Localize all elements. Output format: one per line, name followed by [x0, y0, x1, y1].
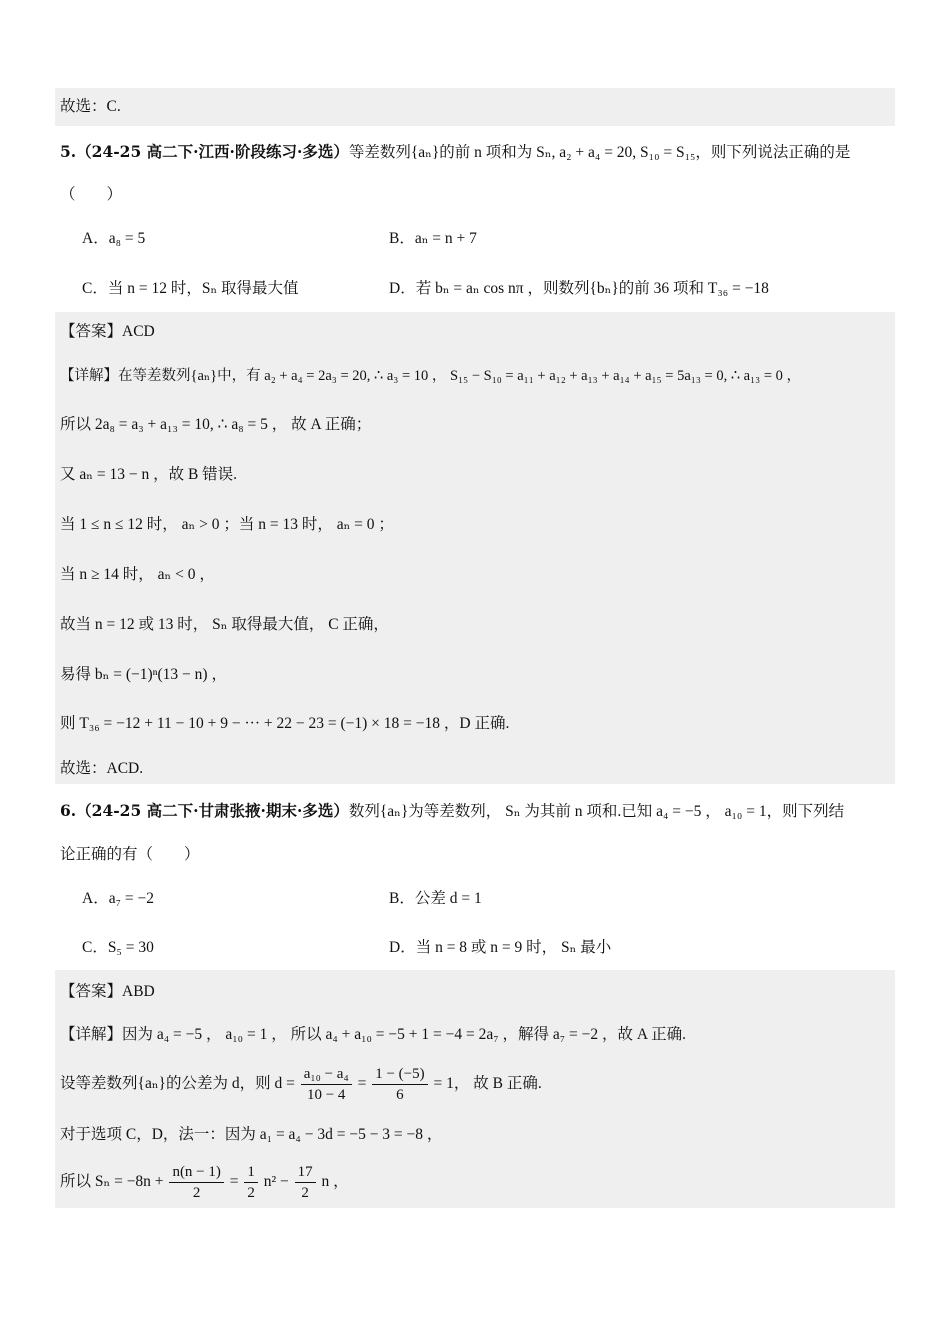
q6-line4-pre: 所以 Sₙ = −8n + — [60, 1173, 164, 1191]
answer-block-q4 — [55, 88, 895, 126]
q6-stem-continued: 论正确的有（ ） — [60, 846, 200, 863]
q5-detail-line-5: 当 n ≥ 14 时， aₙ < 0 ， — [60, 566, 215, 583]
q6-detail-line-4 — [60, 1162, 349, 1203]
q6-detail-line-1: 【详解】因为 a₄ = −5 ， a₁₀ = 1 ， 所以 a₄ + a₁₀ = −5 + 1 = −4 = 2a₇ ，解得 a₇ = −2 ，故 A 正确. — [60, 1026, 686, 1043]
q5-option-d: D．若 bₙ = aₙ cos nπ ，则数列{bₙ}的前 36 项和 T₃₆ = −18 — [389, 280, 769, 297]
q5-detail-line-4: 当 1 ≤ n ≤ 12 时， aₙ > 0 ；当 n = 13 时， aₙ = 0 ； — [60, 516, 394, 533]
q5-stem: 等差数列{aₙ}的前 n 项和为 Sₙ, a₂ + a₄ = 20, S₁₀ = S₁₅，则下列说法正确的是 — [348, 144, 851, 161]
q6-fraction-half — [244, 1162, 258, 1203]
fraction-numerator: 1 — [244, 1162, 258, 1183]
fraction-denominator: 2 — [247, 1185, 255, 1201]
q5-detail-line-6: 故当 n = 12 或 13 时， Sₙ 取得最大值， C 正确， — [60, 616, 389, 633]
q5-header: 5.（24-25 高二下·江西·阶段练习·多选） — [60, 142, 349, 161]
q5-conclusion: 故选：ACD. — [60, 760, 144, 777]
q5-option-b: B．aₙ = n + 7 — [389, 230, 477, 247]
q6-option-a: A．a₇ = −2 — [82, 890, 154, 907]
fraction-denominator: 10 − 4 — [306, 1087, 346, 1103]
q6-fraction-17-2 — [295, 1162, 316, 1203]
q5-stem-line — [60, 141, 850, 164]
fraction-numerator: a₁₀ − a₄ — [301, 1064, 352, 1085]
q6-fraction-d-value — [372, 1064, 427, 1105]
q6-line4-post: n ， — [321, 1173, 349, 1191]
q5-detail-line-2: 所以 2a₈ = a₃ + a₁₃ = 10, ∴ a₈ = 5 ， 故 A 正确； — [60, 416, 372, 433]
fraction-numerator: 1 − (−5) — [372, 1064, 427, 1085]
fraction-denominator: 2 — [301, 1185, 309, 1201]
q6-fraction-n-n-1 — [169, 1162, 223, 1203]
q5-option-a: A．a₈ = 5 — [82, 230, 146, 247]
equals-sign: = — [357, 1075, 367, 1093]
fraction-numerator: 17 — [295, 1162, 316, 1183]
q5-paren: （ ） — [60, 186, 123, 203]
q6-detail-line-2 — [60, 1064, 542, 1105]
q6-option-c: C．S₅ = 30 — [82, 939, 154, 956]
q6-fraction-d-def — [301, 1064, 352, 1105]
fraction-denominator: 2 — [192, 1185, 201, 1201]
q6-line4-mid2: n² − — [263, 1173, 289, 1191]
q6-stem: 数列{aₙ}为等差数列， Sₙ 为其前 n 项和.已知 a₄ = −5 ， a₁₀ = 1，则下列结 — [348, 803, 845, 820]
q5-answer: 【答案】ACD — [60, 323, 155, 340]
q6-line2-post: = 1， 故 B 正确. — [433, 1075, 542, 1093]
q6-answer: 【答案】ABD — [60, 983, 155, 1000]
q6-option-b: B．公差 d = 1 — [389, 890, 482, 907]
q6-line2-pre: 设等差数列{aₙ}的公差为 d，则 d = — [60, 1075, 295, 1093]
fraction-numerator: n(n − 1) — [169, 1162, 223, 1183]
q5-option-c: C．当 n = 12 时，Sₙ 取得最大值 — [82, 280, 299, 297]
equals-sign: = — [229, 1173, 239, 1191]
q6-stem-line — [60, 800, 844, 823]
fraction-denominator: 6 — [396, 1087, 404, 1103]
q5-detail-line-7: 易得 bₙ = (−1)ⁿ(13 − n) ， — [60, 666, 227, 683]
q5-detail-line-1: 【详解】在等差数列{aₙ}中，有 a₂ + a₄ = 2a₃ = 20, ∴ a₃ = 10 ， S₁₅ − S₁₀ = a₁₁ + a₁₂ + a₁₃ + a₁₄ + a₁₅ = 5a₁₃ = 0, ∴ a₁₃ = 0 ， — [60, 368, 802, 384]
q6-detail-line-3: 对于选项 C，D，法一：因为 a₁ = a₄ − 3d = −5 − 3 = −8 ， — [60, 1126, 443, 1143]
q6-header: 6.（24-25 高二下·甘肃张掖·期末·多选） — [60, 801, 349, 820]
q5-detail-line-8: 则 T₃₆ = −12 + 11 − 10 + 9 − ··· + 22 − 23 = (−1) × 18 = −18 ，D 正确. — [60, 715, 510, 732]
q4-conclusion: 故选：C. — [60, 98, 121, 115]
q6-option-d: D．当 n = 8 或 n = 9 时， Sₙ 最小 — [389, 939, 612, 956]
q5-detail-line-3: 又 aₙ = 13 − n ，故 B 错误. — [60, 466, 238, 483]
